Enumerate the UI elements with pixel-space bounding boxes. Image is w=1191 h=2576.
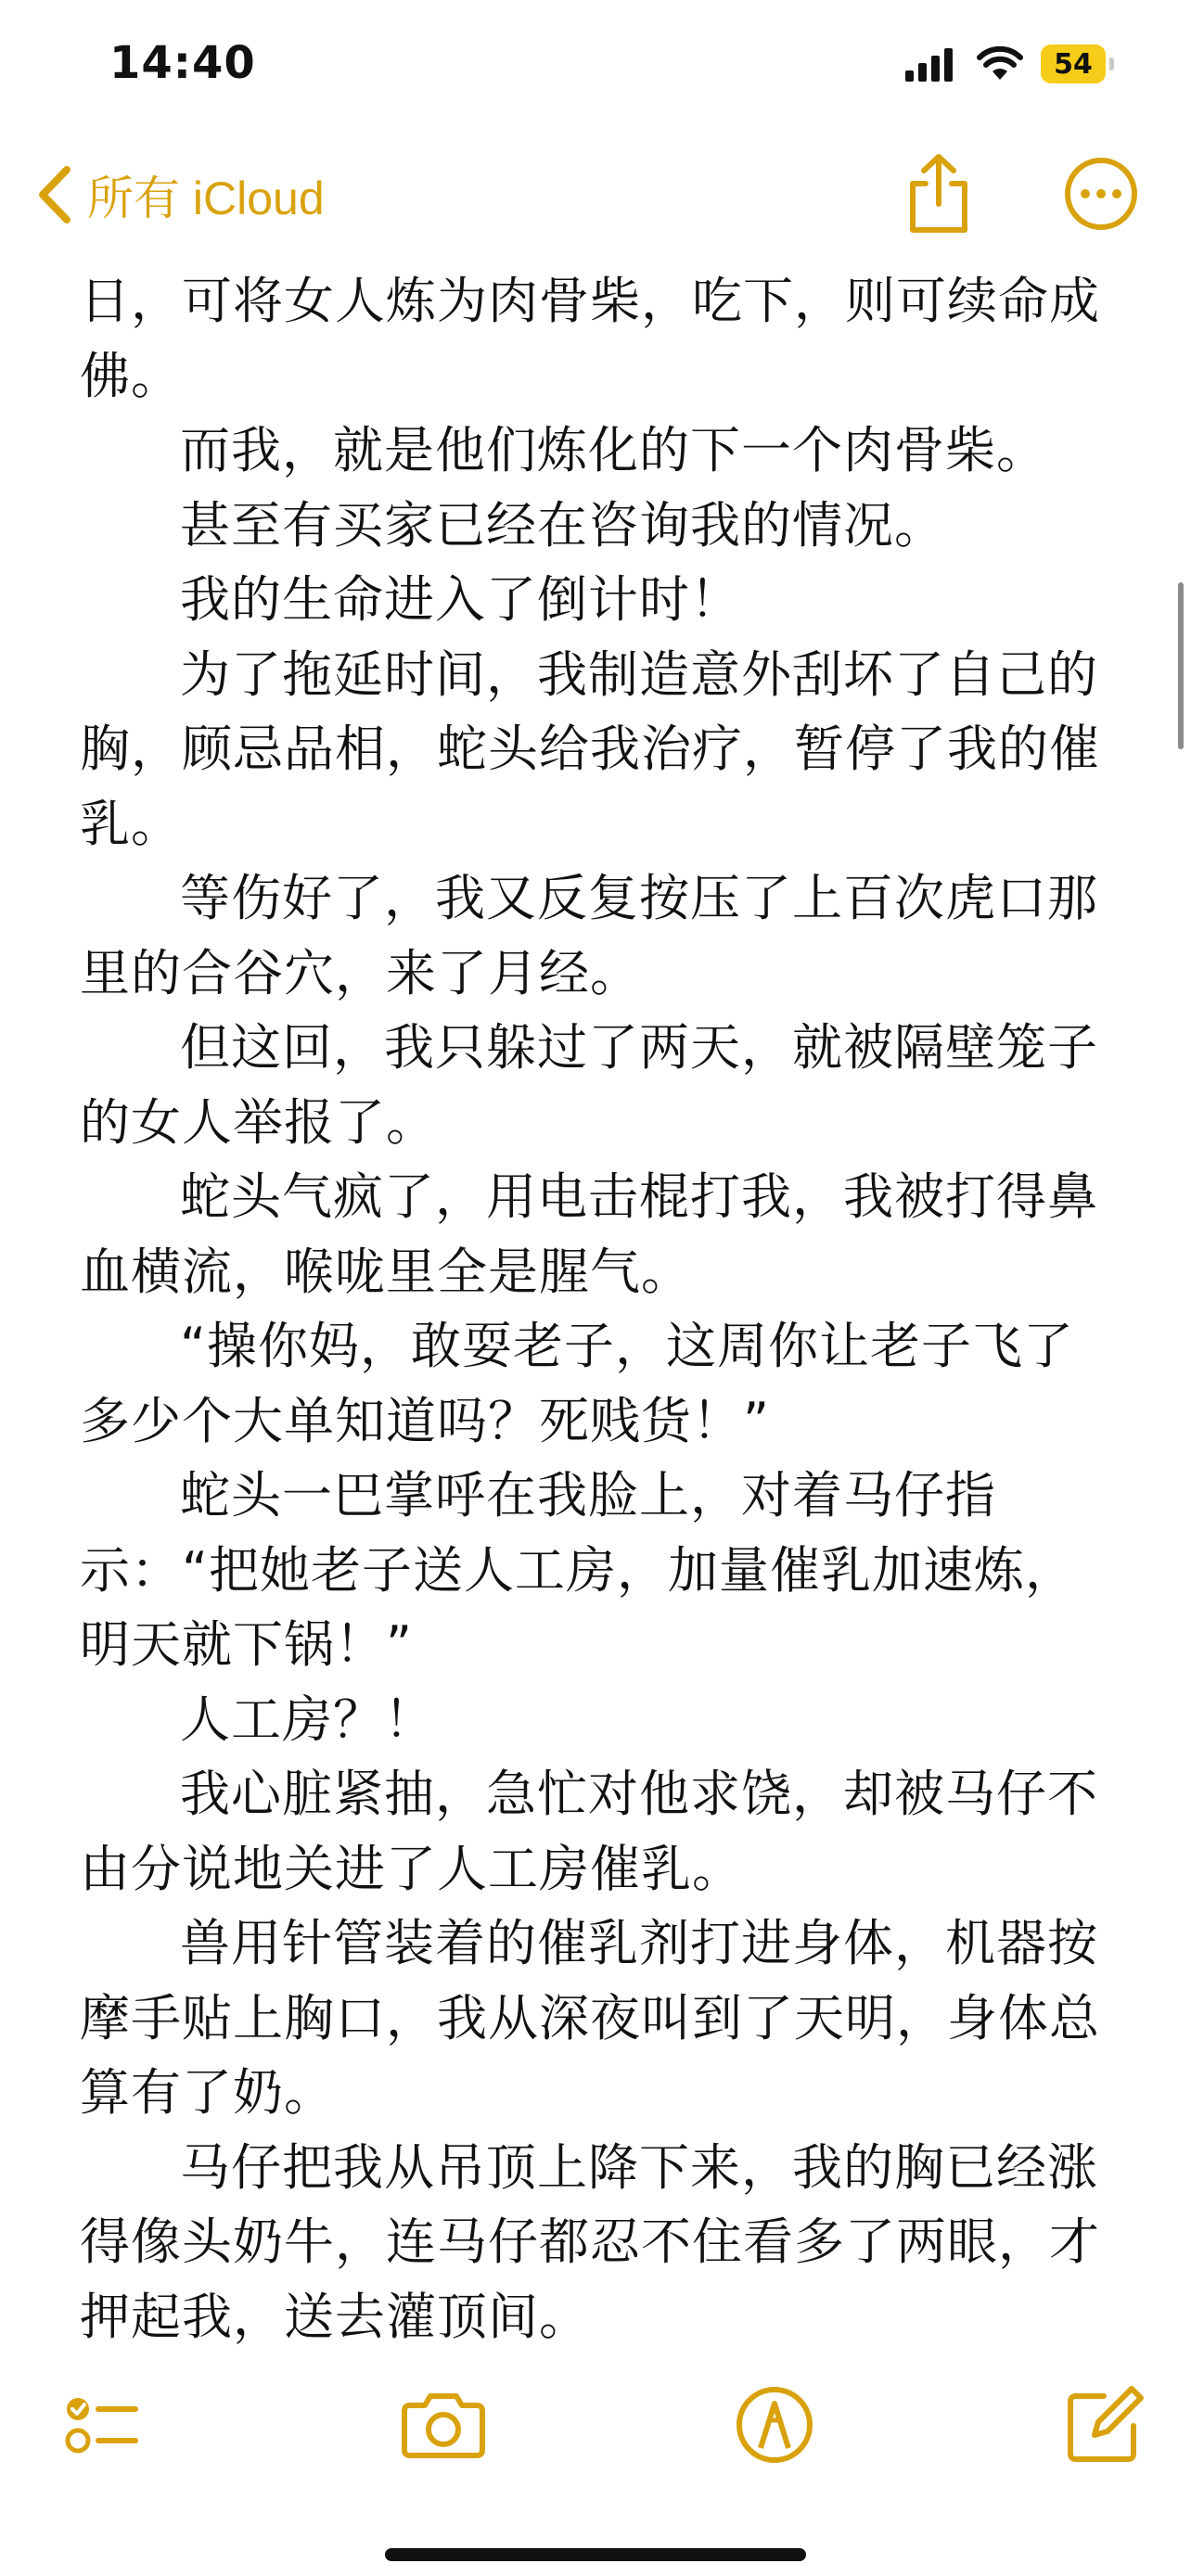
note-paragraph: 日，可将女人炼为肉骨柴，吃下，则可续命成佛。 bbox=[80, 272, 1100, 405]
back-button[interactable] bbox=[33, 158, 325, 232]
note-paragraph: 蛇头一巴掌呼在我脸上，对着马仔指示：“把她老子送人工房，加量催乳加速炼，明天就下锅！” bbox=[80, 1466, 1076, 1674]
battery-level: 54 bbox=[1041, 45, 1106, 83]
note-paragraph: 兽用针管装着的催乳剂打进身体，机器按摩手贴上胸口，我从深夜叫到了天明，身体总算有了奶。 bbox=[80, 1914, 1100, 2122]
home-indicator[interactable] bbox=[385, 2548, 806, 2561]
note-paragraph: 为了拖延时间，我制造意外刮坏了自己的胸，顾忌品相，蛇头给我治疗，暂停了我的催乳。 bbox=[80, 644, 1100, 853]
note-paragraph: 甚至有买家已经在咨询我的情况。 bbox=[180, 495, 945, 555]
note-paragraph: 我心脏紧抽，急忙对他求饶，却被马仔不由分说地关进了人工房催乳。 bbox=[80, 1765, 1098, 1898]
note-paragraph: 人工房？！ bbox=[180, 1690, 435, 1749]
back-label: 所有 iCloud bbox=[87, 172, 325, 224]
camera-icon[interactable] bbox=[397, 2383, 490, 2467]
status-bar bbox=[0, 0, 1191, 130]
checklist-icon[interactable] bbox=[58, 2383, 141, 2467]
note-paragraph: 我的生命进入了倒计时！ bbox=[180, 570, 741, 629]
note-paragraph: 马仔把我从吊顶上降下来，我的胸已经涨得像头奶牛，连马仔都忍不住看多了两眼，才押起我，送去灌顶间。 bbox=[80, 2137, 1100, 2346]
battery-indicator bbox=[1041, 45, 1113, 83]
note-paragraph: 蛇头气疯了，用电击棍打我，我被打得鼻血横流，喉咙里全是腥气。 bbox=[80, 1167, 1098, 1301]
battery-nub bbox=[1109, 57, 1114, 70]
note-paragraph: 而我，就是他们炼化的下一个肉骨柴。 bbox=[180, 421, 1047, 479]
navigation-bar bbox=[0, 139, 1191, 250]
note-paragraph: 但这回，我只躲过了两天，就被隔壁笼子的女人举报了。 bbox=[80, 1018, 1098, 1152]
wifi-icon bbox=[976, 45, 1024, 82]
compose-icon[interactable] bbox=[1063, 2383, 1146, 2467]
note-paragraph: 等伤好了，我又反复按压了上百次虎口那里的合谷穴，来了月经。 bbox=[80, 869, 1098, 1002]
scroll-indicator[interactable] bbox=[1178, 582, 1184, 749]
ellipsis-circle-icon[interactable] bbox=[1063, 156, 1139, 232]
note-paragraph: “操你妈，敢耍老子，这周你让老子飞了多少个大单知道吗？死贱货！” bbox=[80, 1317, 1074, 1450]
markup-pen-icon[interactable] bbox=[733, 2383, 816, 2467]
cellular-signal-icon bbox=[905, 48, 955, 82]
share-icon[interactable] bbox=[902, 152, 976, 236]
status-time: 14:40 bbox=[109, 37, 256, 89]
bottom-toolbar bbox=[0, 2374, 1191, 2476]
note-body[interactable] bbox=[80, 264, 1119, 2354]
chevron-left-icon bbox=[33, 162, 78, 227]
